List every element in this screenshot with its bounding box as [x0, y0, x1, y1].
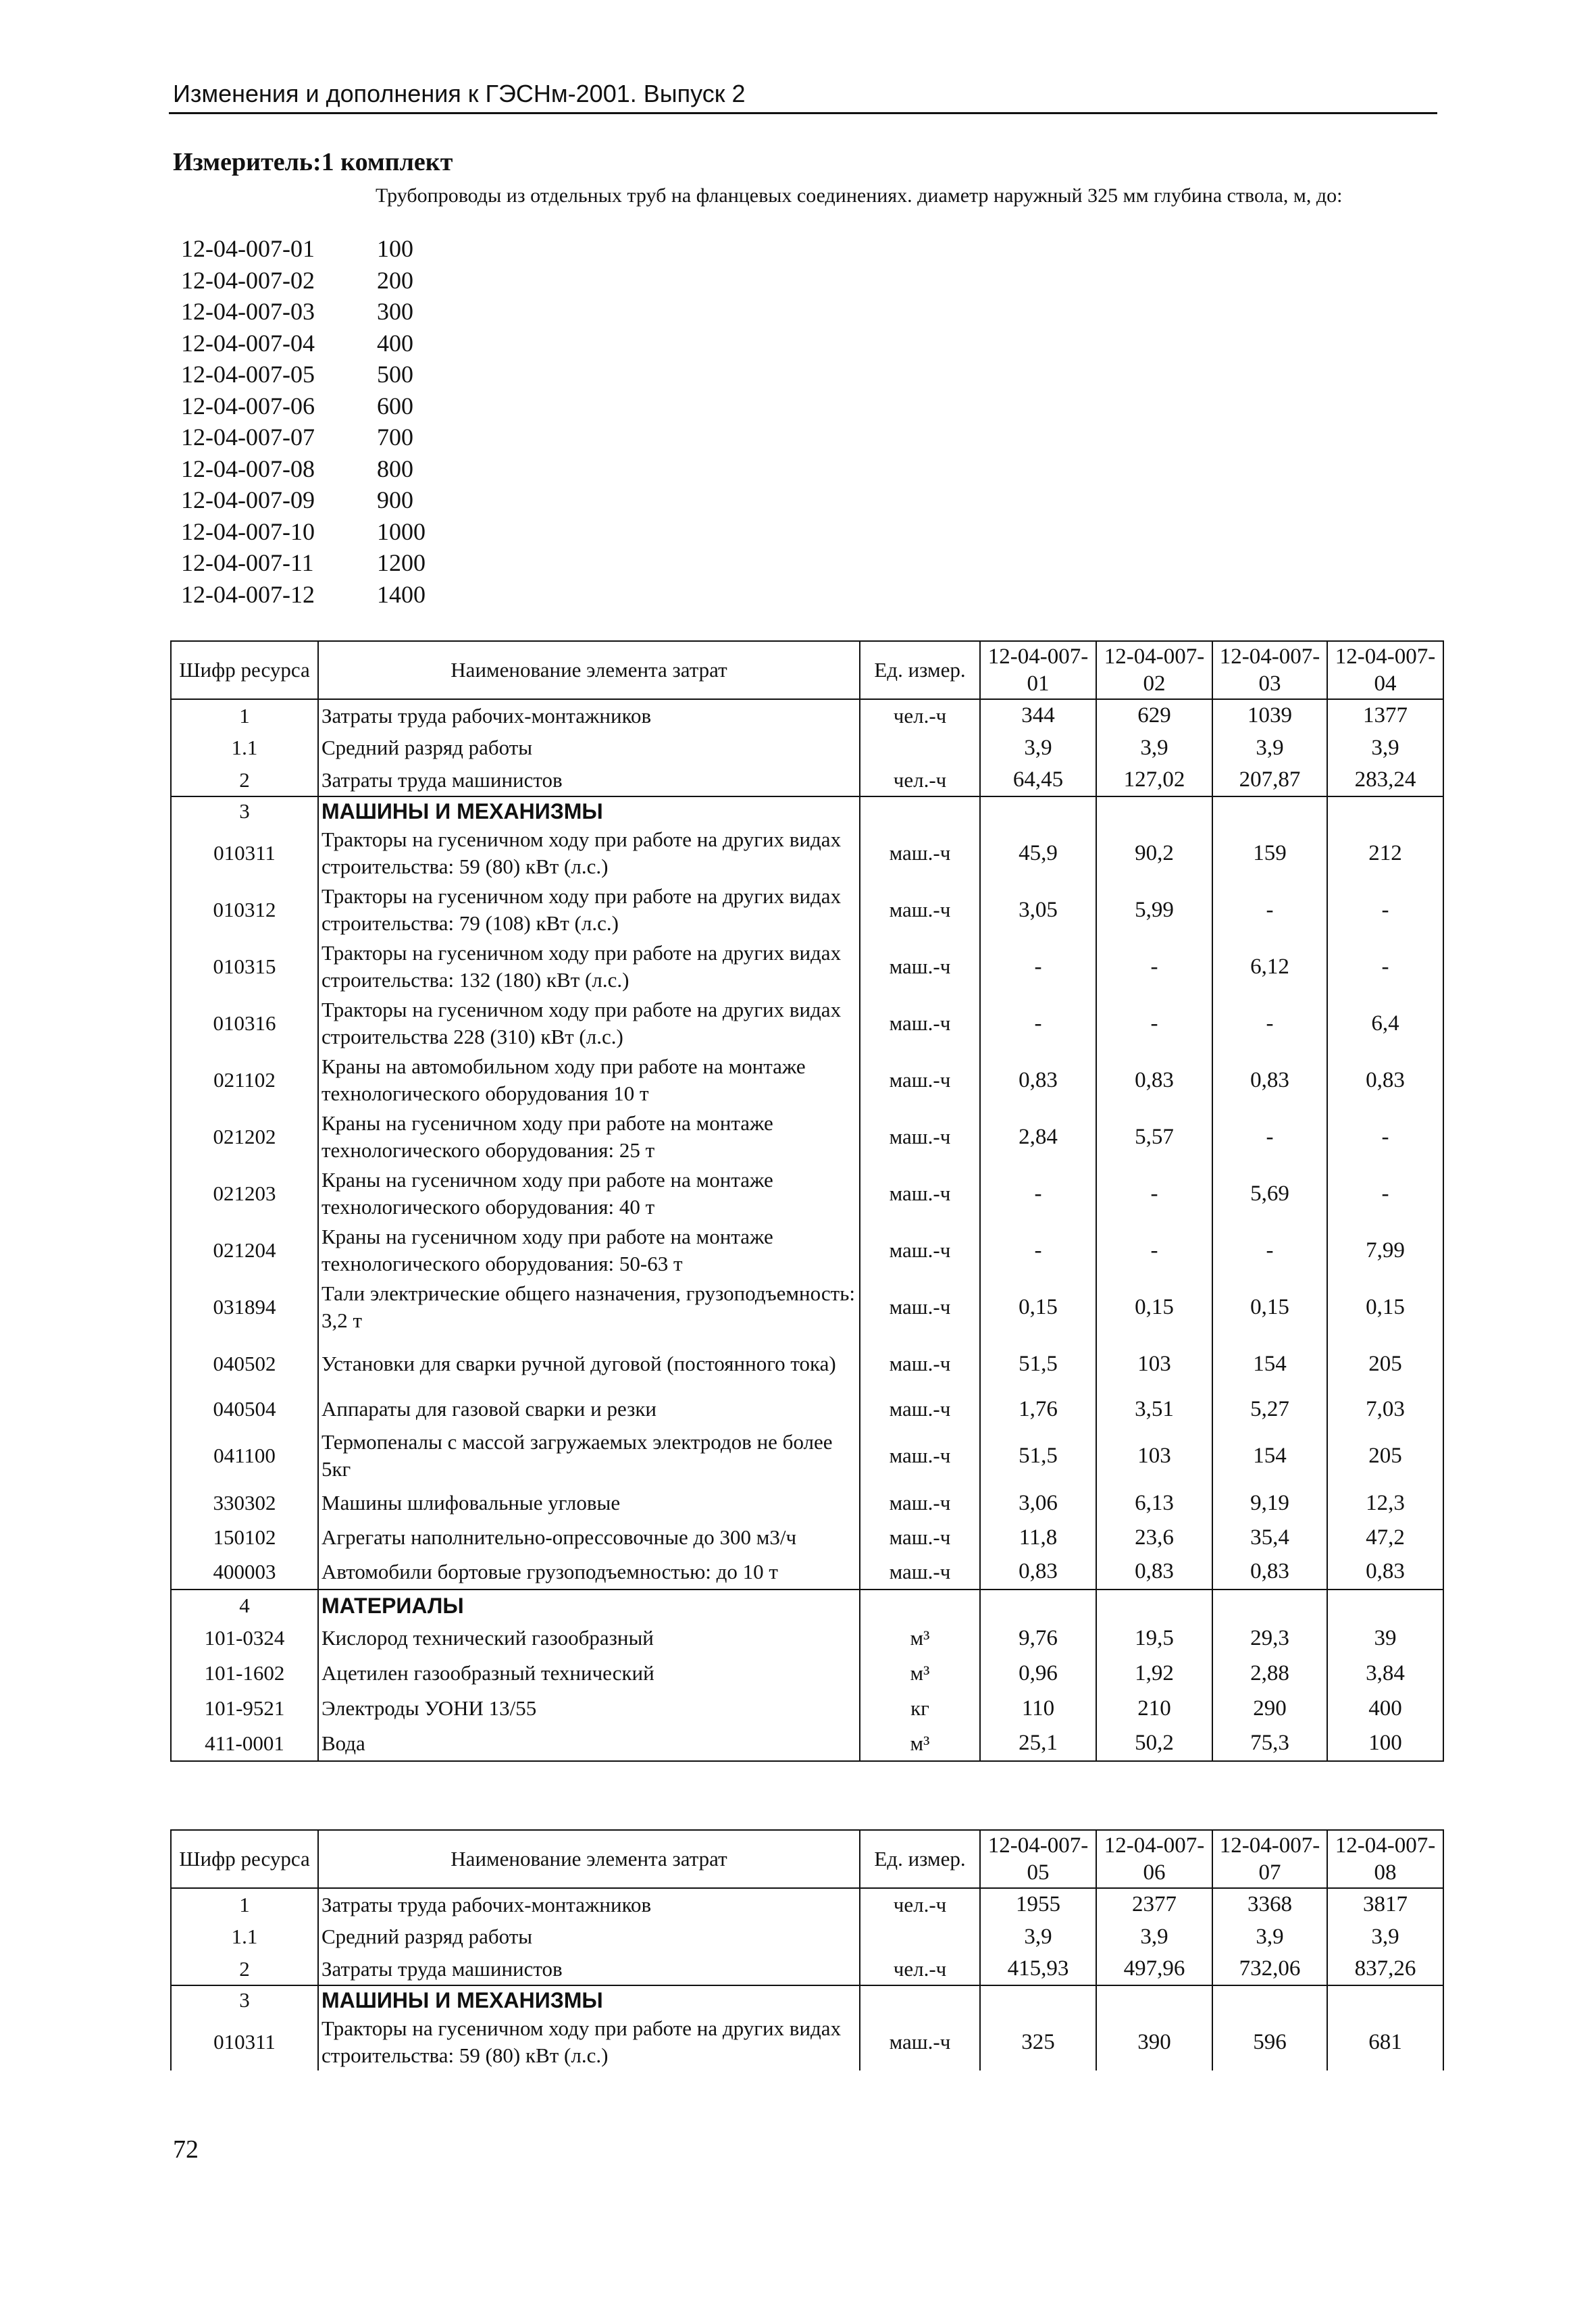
value-cell: [1212, 1985, 1327, 2014]
value-cell: -: [980, 938, 1096, 995]
value-cell: 51,5: [980, 1426, 1096, 1485]
value-cell: -: [1096, 938, 1212, 995]
resource-code-cell: 3: [171, 796, 318, 825]
cost-element-name: Тракторы на гусеничном ходу при работе на других видах строительства: 59 (80) кВт (л.с.): [318, 825, 860, 882]
resource-code: 12-04-007-05: [181, 361, 315, 388]
measure-unit: Измеритель:1 комплект: [173, 148, 453, 176]
unit-cell: маш.-ч: [860, 882, 980, 938]
resource-code-cell: 041100: [171, 1426, 318, 1485]
value-cell: 3,9: [1327, 1921, 1443, 1953]
cost-element-name: Тракторы на гусеничном ходу при работе на других видах строительства: 79 (108) кВт (л.с.): [318, 882, 860, 938]
cost-table-1: [170, 640, 1444, 1762]
unit-cell: м³: [860, 1726, 980, 1761]
resource-code: 12-04-007-02: [181, 266, 315, 294]
value-cell: 0,83: [1096, 1554, 1212, 1590]
value-cell: 12,3: [1327, 1485, 1443, 1521]
resource-code-cell: 010315: [171, 938, 318, 995]
unit-cell: чел.-ч: [860, 1888, 980, 1921]
cost-element-name: Термопеналы с массой загружаемых электродов не более 5кг: [318, 1426, 860, 1485]
value-cell: 159: [1212, 825, 1327, 882]
value-cell: 2377: [1096, 1888, 1212, 1921]
code-list: [181, 233, 426, 610]
value-cell: 0,15: [980, 1279, 1096, 1336]
value-cell: 210: [1096, 1691, 1212, 1726]
value-cell: [1327, 1590, 1443, 1621]
value-cell: 110: [980, 1691, 1096, 1726]
unit-cell: [860, 796, 980, 825]
code-list-item: [181, 390, 426, 422]
header-col-3: 12-04-007-03: [1212, 641, 1327, 699]
depth-value: 200: [377, 266, 413, 294]
depth-value: 800: [377, 455, 413, 482]
value-cell: 6,13: [1096, 1485, 1212, 1521]
value-cell: 9,76: [980, 1621, 1096, 1656]
table-row: [171, 1691, 1443, 1726]
resource-code: 12-04-007-04: [181, 329, 315, 357]
table-row: [171, 995, 1443, 1052]
value-cell: 0,83: [980, 1052, 1096, 1109]
table-row: [171, 1222, 1443, 1279]
value-cell: -: [1212, 882, 1327, 938]
value-cell: 400: [1327, 1691, 1443, 1726]
code-list-item: [181, 296, 426, 328]
resource-code-cell: 010311: [171, 2014, 318, 2070]
unit-cell: маш.-ч: [860, 825, 980, 882]
value-cell: 205: [1327, 1336, 1443, 1392]
section-row: [171, 1590, 1443, 1621]
resource-code-cell: 101-1602: [171, 1656, 318, 1691]
resource-code-cell: 150102: [171, 1521, 318, 1554]
resource-code-cell: 040502: [171, 1336, 318, 1392]
value-cell: 3817: [1327, 1888, 1443, 1921]
unit-cell: м³: [860, 1621, 980, 1656]
table-row: [171, 1521, 1443, 1554]
resource-code: 12-04-007-11: [181, 549, 314, 576]
value-cell: 6,12: [1212, 938, 1327, 995]
table-row: [171, 1052, 1443, 1109]
depth-value: 700: [377, 424, 413, 451]
resource-code-cell: 010311: [171, 825, 318, 882]
header-unit: Ед. измер.: [860, 641, 980, 699]
resource-code: 12-04-007-06: [181, 392, 315, 420]
cost-element-name: МАШИНЫ И МЕХАНИЗМЫ: [318, 1985, 860, 2014]
table-row: [171, 1921, 1443, 1953]
resource-code-cell: 101-0324: [171, 1621, 318, 1656]
unit-cell: [860, 1590, 980, 1621]
value-cell: 5,57: [1096, 1109, 1212, 1165]
value-cell: -: [1327, 938, 1443, 995]
value-cell: 51,5: [980, 1336, 1096, 1392]
header-col-4: 12-04-007-08: [1327, 1830, 1443, 1888]
value-cell: [1327, 1985, 1443, 2014]
value-cell: 212: [1327, 825, 1443, 882]
value-cell: 1,76: [980, 1392, 1096, 1426]
unit-cell: маш.-ч: [860, 995, 980, 1052]
value-cell: 19,5: [1096, 1621, 1212, 1656]
depth-value: 1000: [377, 517, 426, 545]
value-cell: 47,2: [1327, 1521, 1443, 1554]
value-cell: 23,6: [1096, 1521, 1212, 1554]
value-cell: 3,9: [1096, 1921, 1212, 1953]
cost-element-name: Краны на гусеничном ходу при работе на монтаже технологического оборудования: 50-63 т: [318, 1222, 860, 1279]
table-row: [171, 764, 1443, 796]
page-number: 72: [173, 2135, 199, 2164]
cost-element-name: Затраты труда рабочих-монтажников: [318, 1888, 860, 1921]
value-cell: 1377: [1327, 699, 1443, 732]
header-code: Шифр ресурса: [171, 641, 318, 699]
value-cell: 75,3: [1212, 1726, 1327, 1761]
value-cell: 25,1: [980, 1726, 1096, 1761]
value-cell: 154: [1212, 1426, 1327, 1485]
resource-code: 12-04-007-10: [181, 517, 315, 545]
code-list-item: [181, 233, 426, 265]
value-cell: 596: [1212, 2014, 1327, 2070]
value-cell: [1096, 796, 1212, 825]
resource-code-cell: 1: [171, 1888, 318, 1921]
value-cell: 0,15: [1096, 1279, 1212, 1336]
value-cell: 0,83: [1212, 1554, 1327, 1590]
value-cell: 1,92: [1096, 1656, 1212, 1691]
cost-element-name: МАШИНЫ И МЕХАНИЗМЫ: [318, 796, 860, 825]
code-list-item: [181, 453, 426, 485]
header-unit: Ед. измер.: [860, 1830, 980, 1888]
resource-code-cell: 2: [171, 764, 318, 796]
value-cell: 154: [1212, 1336, 1327, 1392]
cost-element-name: Машины шлифовальные угловые: [318, 1485, 860, 1521]
value-cell: [980, 1985, 1096, 2014]
resource-code-cell: 021102: [171, 1052, 318, 1109]
unit-cell: маш.-ч: [860, 1426, 980, 1485]
value-cell: -: [1327, 1165, 1443, 1222]
header-divider: [169, 112, 1437, 114]
code-list-item: [181, 422, 426, 453]
value-cell: 0,96: [980, 1656, 1096, 1691]
value-cell: -: [1212, 1109, 1327, 1165]
value-cell: -: [1096, 1222, 1212, 1279]
unit-cell: маш.-ч: [860, 1392, 980, 1426]
table-row: [171, 1621, 1443, 1656]
unit-cell: м³: [860, 1656, 980, 1691]
value-cell: 3,9: [1212, 732, 1327, 764]
resource-code-cell: 010316: [171, 995, 318, 1052]
depth-value: 400: [377, 329, 413, 357]
value-cell: -: [1212, 995, 1327, 1052]
cost-element-name: Затраты труда машинистов: [318, 1953, 860, 1985]
value-cell: 2,84: [980, 1109, 1096, 1165]
unit-cell: маш.-ч: [860, 1165, 980, 1222]
cost-element-name: МАТЕРИАЛЫ: [318, 1590, 860, 1621]
value-cell: 3,9: [1212, 1921, 1327, 1953]
resource-code-cell: 1.1: [171, 732, 318, 764]
cost-element-name: Тали электрические общего назначения, грузоподъемность: 3,2 т: [318, 1279, 860, 1336]
header-name: Наименование элемента затрат: [318, 1830, 860, 1888]
cost-element-name: Ацетилен газообразный технический: [318, 1656, 860, 1691]
cost-element-name: Агрегаты наполнительно-опрессовочные до 300 м3/ч: [318, 1521, 860, 1554]
value-cell: 5,69: [1212, 1165, 1327, 1222]
cost-element-name: Краны на гусеничном ходу при работе на монтаже технологического оборудования: 25 т: [318, 1109, 860, 1165]
table-row: [171, 1656, 1443, 1691]
value-cell: 1039: [1212, 699, 1327, 732]
unit-cell: [860, 732, 980, 764]
value-cell: 0,83: [1096, 1052, 1212, 1109]
resource-code-cell: 3: [171, 1985, 318, 2014]
value-cell: 6,4: [1327, 995, 1443, 1052]
cost-element-name: Установки для сварки ручной дуговой (постоянного тока): [318, 1336, 860, 1392]
value-cell: 3,9: [980, 1921, 1096, 1953]
unit-cell: маш.-ч: [860, 1554, 980, 1590]
cost-element-name: Тракторы на гусеничном ходу при работе на других видах строительства: 132 (180) кВт (л.с.): [318, 938, 860, 995]
cost-element-name: Вода: [318, 1726, 860, 1761]
table-row: [171, 2014, 1443, 2070]
table-row: [171, 732, 1443, 764]
unit-cell: чел.-ч: [860, 699, 980, 732]
cost-element-name: Краны на гусеничном ходу при работе на монтаже технологического оборудования: 40 т: [318, 1165, 860, 1222]
table-row: [171, 1336, 1443, 1392]
table-row: [171, 1426, 1443, 1485]
header-col-1: 12-04-007-05: [980, 1830, 1096, 1888]
value-cell: 29,3: [1212, 1621, 1327, 1656]
value-cell: 3,51: [1096, 1392, 1212, 1426]
resource-code-cell: 1.1: [171, 1921, 318, 1953]
resource-code-cell: 1: [171, 699, 318, 732]
unit-cell: [860, 1921, 980, 1953]
header-col-1: 12-04-007-01: [980, 641, 1096, 699]
depth-value: 500: [377, 361, 413, 388]
cost-element-name: Кислород технический газообразный: [318, 1621, 860, 1656]
value-cell: 5,99: [1096, 882, 1212, 938]
value-cell: 390: [1096, 2014, 1212, 2070]
value-cell: 3,06: [980, 1485, 1096, 1521]
resource-code: 12-04-007-03: [181, 298, 315, 325]
value-cell: -: [980, 1165, 1096, 1222]
unit-cell: кг: [860, 1691, 980, 1726]
resource-code-cell: 4: [171, 1590, 318, 1621]
resource-code: 12-04-007-09: [181, 486, 315, 513]
value-cell: 11,8: [980, 1521, 1096, 1554]
value-cell: [1212, 1590, 1327, 1621]
depth-value: 300: [377, 298, 413, 325]
value-cell: [1096, 1590, 1212, 1621]
cost-table-2: [170, 1829, 1444, 2070]
value-cell: 0,83: [980, 1554, 1096, 1590]
section-row: [171, 796, 1443, 825]
value-cell: -: [1212, 1222, 1327, 1279]
page-header: Изменения и дополнения к ГЭСНм-2001. Выпуск 2: [173, 80, 746, 107]
resource-code-cell: 101-9521: [171, 1691, 318, 1726]
resource-code: 12-04-007-12: [181, 580, 315, 608]
unit-cell: чел.-ч: [860, 764, 980, 796]
table-row: [171, 699, 1443, 732]
unit-cell: маш.-ч: [860, 1109, 980, 1165]
table-row: [171, 1109, 1443, 1165]
value-cell: 9,19: [1212, 1485, 1327, 1521]
value-cell: -: [1096, 995, 1212, 1052]
value-cell: 7,99: [1327, 1222, 1443, 1279]
resource-code-cell: 021203: [171, 1165, 318, 1222]
table-row: [171, 825, 1443, 882]
header-col-2: 12-04-007-02: [1096, 641, 1212, 699]
value-cell: 45,9: [980, 825, 1096, 882]
depth-value: 1200: [377, 549, 426, 576]
work-description: Трубопроводы из отдельных труб на фланцевых соединениях. диаметр наружный 325 мм глубина ствола, м, до:: [376, 184, 1343, 207]
unit-cell: чел.-ч: [860, 1953, 980, 1985]
header-code: Шифр ресурса: [171, 1830, 318, 1888]
unit-cell: [860, 1985, 980, 2014]
value-cell: 103: [1096, 1336, 1212, 1392]
value-cell: 207,87: [1212, 764, 1327, 796]
value-cell: 3,05: [980, 882, 1096, 938]
depth-value: 100: [377, 235, 413, 262]
unit-cell: маш.-ч: [860, 1485, 980, 1521]
code-list-item: [181, 547, 426, 579]
resource-code-cell: 330302: [171, 1485, 318, 1521]
table-row: [171, 1485, 1443, 1521]
unit-cell: маш.-ч: [860, 1052, 980, 1109]
value-cell: [1096, 1985, 1212, 2014]
header-col-4: 12-04-007-04: [1327, 641, 1443, 699]
value-cell: 100: [1327, 1726, 1443, 1761]
value-cell: 0,15: [1212, 1279, 1327, 1336]
unit-cell: маш.-ч: [860, 1279, 980, 1336]
value-cell: 3,9: [1327, 732, 1443, 764]
header-col-2: 12-04-007-06: [1096, 1830, 1212, 1888]
table-row: [171, 938, 1443, 995]
value-cell: 127,02: [1096, 764, 1212, 796]
code-list-item: [181, 328, 426, 359]
value-cell: 681: [1327, 2014, 1443, 2070]
value-cell: -: [1327, 882, 1443, 938]
code-list-item: [181, 516, 426, 548]
depth-value: 900: [377, 486, 413, 513]
value-cell: 64,45: [980, 764, 1096, 796]
table-row: [171, 1953, 1443, 1985]
cost-element-name: Автомобили бортовые грузоподъемностью: до 10 т: [318, 1554, 860, 1590]
cost-element-name: Средний разряд работы: [318, 732, 860, 764]
resource-code-cell: 2: [171, 1953, 318, 1985]
cost-element-name: Тракторы на гусеничном ходу при работе на других видах строительства: 59 (80) кВт (л.с.): [318, 2014, 860, 2070]
table-row: [171, 882, 1443, 938]
value-cell: -: [980, 995, 1096, 1052]
unit-cell: маш.-ч: [860, 1222, 980, 1279]
resource-code-cell: 400003: [171, 1554, 318, 1590]
header-col-3: 12-04-007-07: [1212, 1830, 1327, 1888]
value-cell: [1327, 796, 1443, 825]
value-cell: [980, 796, 1096, 825]
value-cell: 5,27: [1212, 1392, 1327, 1426]
value-cell: 497,96: [1096, 1953, 1212, 1985]
value-cell: 290: [1212, 1691, 1327, 1726]
value-cell: 0,83: [1327, 1052, 1443, 1109]
value-cell: 629: [1096, 699, 1212, 732]
cost-element-name: Затраты труда машинистов: [318, 764, 860, 796]
value-cell: [980, 1590, 1096, 1621]
value-cell: [1212, 796, 1327, 825]
value-cell: 2,88: [1212, 1656, 1327, 1691]
value-cell: 0,15: [1327, 1279, 1443, 1336]
code-list-item: [181, 359, 426, 390]
value-cell: 415,93: [980, 1953, 1096, 1985]
value-cell: 7,03: [1327, 1392, 1443, 1426]
resource-code-cell: 021202: [171, 1109, 318, 1165]
value-cell: 325: [980, 2014, 1096, 2070]
value-cell: 3,84: [1327, 1656, 1443, 1691]
table-row: [171, 1554, 1443, 1590]
value-cell: 283,24: [1327, 764, 1443, 796]
depth-value: 600: [377, 392, 413, 420]
depth-value: 1400: [377, 580, 426, 608]
value-cell: -: [1327, 1109, 1443, 1165]
value-cell: -: [1096, 1165, 1212, 1222]
cost-element-name: Краны на автомобильном ходу при работе на монтаже технологического оборудования 10 т: [318, 1052, 860, 1109]
resource-code-cell: 031894: [171, 1279, 318, 1336]
table-row: [171, 1888, 1443, 1921]
value-cell: 35,4: [1212, 1521, 1327, 1554]
table-row: [171, 1726, 1443, 1761]
unit-cell: маш.-ч: [860, 1521, 980, 1554]
resource-code-cell: 021204: [171, 1222, 318, 1279]
value-cell: 103: [1096, 1426, 1212, 1485]
resource-code: 12-04-007-01: [181, 235, 315, 262]
header-name: Наименование элемента затрат: [318, 641, 860, 699]
value-cell: 344: [980, 699, 1096, 732]
table-row: [171, 1279, 1443, 1336]
value-cell: 205: [1327, 1426, 1443, 1485]
value-cell: 50,2: [1096, 1726, 1212, 1761]
value-cell: 837,26: [1327, 1953, 1443, 1985]
value-cell: 1955: [980, 1888, 1096, 1921]
cost-element-name: Тракторы на гусеничном ходу при работе на других видах строительства 228 (310) кВт (л.с.): [318, 995, 860, 1052]
section-row: [171, 1985, 1443, 2014]
value-cell: 90,2: [1096, 825, 1212, 882]
table-row: [171, 1392, 1443, 1426]
resource-code: 12-04-007-08: [181, 455, 315, 482]
value-cell: 0,83: [1327, 1554, 1443, 1590]
value-cell: 3368: [1212, 1888, 1327, 1921]
resource-code: 12-04-007-07: [181, 424, 315, 451]
value-cell: 732,06: [1212, 1953, 1327, 1985]
value-cell: 39: [1327, 1621, 1443, 1656]
resource-code-cell: 010312: [171, 882, 318, 938]
code-list-item: [181, 579, 426, 611]
unit-cell: маш.-ч: [860, 1336, 980, 1392]
value-cell: -: [980, 1222, 1096, 1279]
unit-cell: маш.-ч: [860, 2014, 980, 2070]
value-cell: 3,9: [1096, 732, 1212, 764]
table-row: [171, 1165, 1443, 1222]
resource-code-cell: 411-0001: [171, 1726, 318, 1761]
cost-element-name: Электроды УОНИ 13/55: [318, 1691, 860, 1726]
cost-element-name: Аппараты для газовой сварки и резки: [318, 1392, 860, 1426]
unit-cell: маш.-ч: [860, 938, 980, 995]
code-list-item: [181, 265, 426, 297]
cost-element-name: Средний разряд работы: [318, 1921, 860, 1953]
cost-element-name: Затраты труда рабочих-монтажников: [318, 699, 860, 732]
value-cell: 0,83: [1212, 1052, 1327, 1109]
value-cell: 3,9: [980, 732, 1096, 764]
resource-code-cell: 040504: [171, 1392, 318, 1426]
code-list-item: [181, 484, 426, 516]
